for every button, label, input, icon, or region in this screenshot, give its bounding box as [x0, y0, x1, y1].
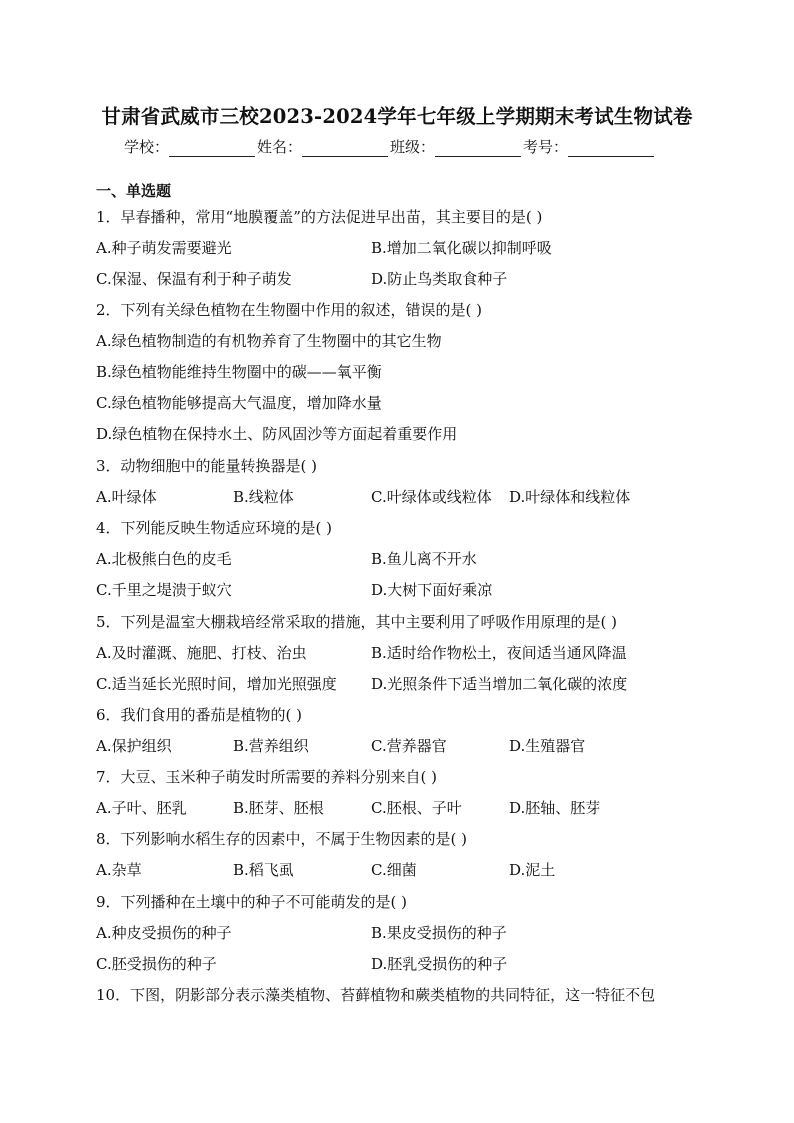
option-a: A.及时灌溉、施肥、打枝、治虫 [96, 644, 307, 662]
option-a: A.保护组织 [96, 737, 172, 755]
option-b: B.胚芽、胚根 [233, 799, 324, 817]
question-stem: 4．下列能反映生物适应环境的是( ) [96, 519, 333, 537]
class-blank [435, 140, 521, 157]
option-a: A.子叶、胚乳 [96, 799, 187, 817]
option-a: A.北极熊白色的皮毛 [96, 550, 232, 568]
number-label: 考号： [523, 138, 569, 156]
student-info-line [124, 136, 656, 157]
option-d: D.防止鸟类取食种子 [371, 270, 508, 288]
option-d: D.胚乳受损伤的种子 [371, 955, 508, 973]
question-stem: 1．早春播种，常用“地膜覆盖”的方法促进早出苗，其主要目的是( ) [96, 208, 543, 226]
option-c: C.胚根、子叶 [371, 799, 462, 817]
option-c: C.胚受损伤的种子 [96, 955, 217, 973]
question-stem: 5．下列是温室大棚栽培经常采取的措施，其中主要利用了呼吸作用原理的是( ) [96, 613, 618, 631]
name-label: 姓名： [257, 138, 303, 156]
option-d: D.叶绿体和线粒体 [509, 488, 631, 506]
option-d: D.光照条件下适当增加二氧化碳的浓度 [371, 675, 628, 693]
name-blank [302, 140, 388, 157]
option-c: C.绿色植物能够提高大气温度，增加降水量 [96, 394, 382, 412]
option-a: A.叶绿体 [96, 488, 157, 506]
question-stem: 7．大豆、玉米种子萌发时所需要的养料分别来自( ) [96, 768, 438, 786]
option-c: C.细菌 [371, 861, 417, 879]
option-a: A.种子萌发需要避光 [96, 239, 232, 257]
option-d: D.绿色植物在保持水土、防风固沙等方面起着重要作用 [96, 425, 458, 443]
option-b: B.增加二氧化碳以抑制呼吸 [371, 239, 552, 257]
question-stem: 8．下列影响水稻生存的因素中，不属于生物因素的是( ) [96, 830, 468, 848]
option-b: B.稻飞虱 [233, 861, 294, 879]
class-label: 班级： [390, 138, 436, 156]
option-c: C.千里之堤溃于蚁穴 [96, 581, 232, 599]
question-stem: 2．下列有关绿色植物在生物圈中作用的叙述，错误的是( ) [96, 301, 483, 319]
option-a: A.种皮受损伤的种子 [96, 924, 232, 942]
school-blank [169, 140, 255, 157]
option-b: B.线粒体 [233, 488, 294, 506]
option-d: D.泥土 [509, 861, 556, 879]
question-stem: 3．动物细胞中的能量转换器是( ) [96, 457, 318, 475]
option-d: D.生殖器官 [509, 737, 586, 755]
option-b: B.鱼儿离不开水 [371, 550, 477, 568]
option-d: D.胚轴、胚芽 [509, 799, 601, 817]
option-c: C.适当延长光照时间，增加光照强度 [96, 675, 337, 693]
option-b: B.绿色植物能维持生物圈中的碳——氧平衡 [96, 363, 382, 381]
option-d: D.大树下面好乘凉 [371, 581, 493, 599]
school-label: 学校： [124, 138, 170, 156]
number-blank [568, 140, 654, 157]
question-stem: 9．下列播种在土壤中的种子不可能萌发的是( ) [96, 893, 408, 911]
option-c: C.营养器官 [371, 737, 447, 755]
section-heading: 一、单选题 [96, 182, 172, 200]
option-b: B.营养组织 [233, 737, 309, 755]
option-c: C.保湿、保温有利于种子萌发 [96, 270, 292, 288]
option-a: A.杂草 [96, 861, 142, 879]
option-c: C.叶绿体或线粒体 [371, 488, 492, 506]
page-title: 甘肃省武威市三校2023-2024学年七年级上学期期末考试生物试卷 [101, 105, 693, 128]
question-stem: 6．我们食用的番茄是植物的( ) [96, 706, 303, 724]
option-a: A.绿色植物制造的有机物养育了生物圈中的其它生物 [96, 332, 442, 350]
option-b: B.果皮受损伤的种子 [371, 924, 507, 942]
option-b: B.适时给作物松土，夜间适当通风降温 [371, 644, 627, 662]
question-stem: 10．下图，阴影部分表示藻类植物、苔藓植物和蕨类植物的共同特征，这一特征不包 [96, 986, 656, 1004]
